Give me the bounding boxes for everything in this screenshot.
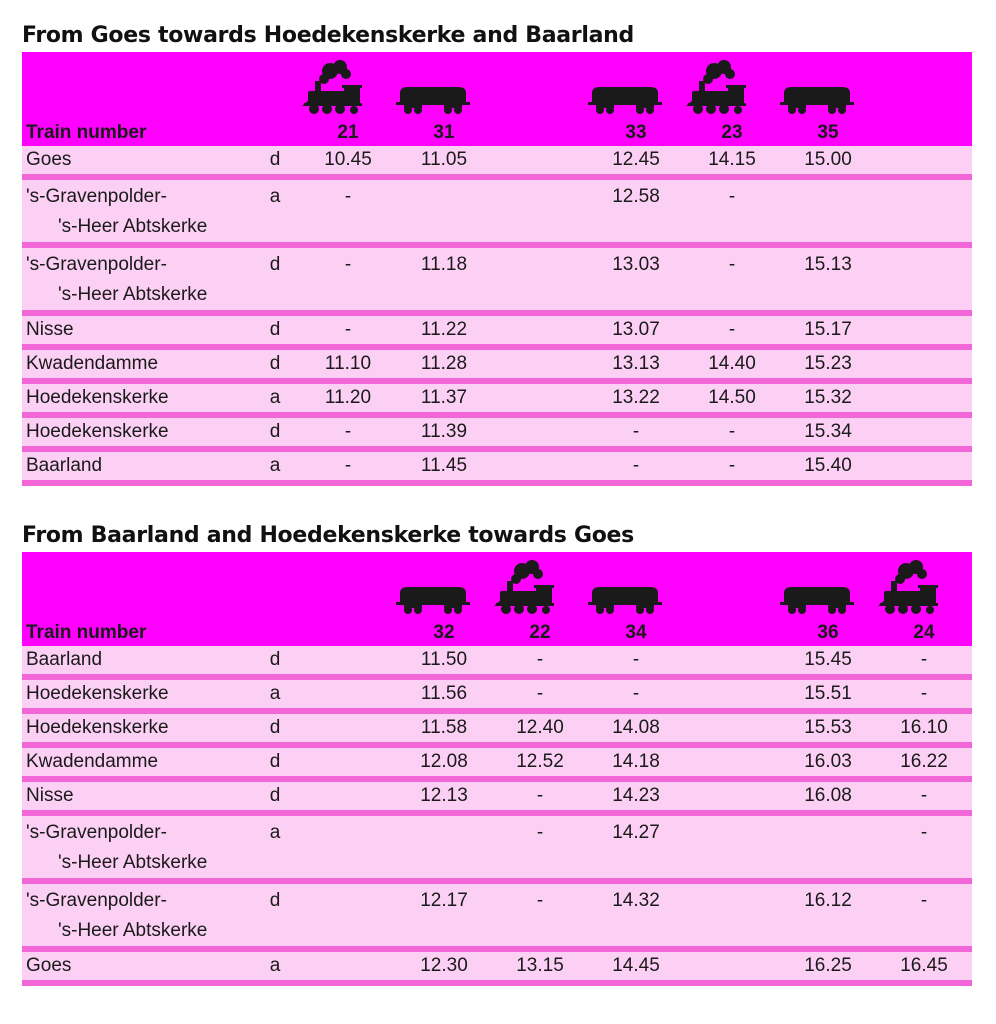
time-cell: 15.32	[780, 381, 876, 415]
time-cell: 14.18	[588, 745, 684, 779]
arrival-departure-cell: a	[250, 381, 300, 415]
header-row	[22, 52, 972, 146]
time-cell: -	[684, 449, 780, 483]
station-name-continued: 's-Heer Abtskerke	[58, 920, 208, 941]
station-cell	[22, 381, 250, 415]
time-cell: 12.17	[396, 881, 492, 949]
train-column-header	[588, 52, 684, 146]
station-name: Hoedekenskerke	[26, 683, 169, 704]
arrival-departure-cell: d	[250, 146, 300, 177]
time-cell	[780, 177, 876, 245]
time-cell: 15.13	[780, 245, 876, 313]
time-cell	[876, 381, 972, 415]
steam-locomotive-icon	[300, 59, 396, 120]
time-cell: 14.32	[588, 881, 684, 949]
table-row	[22, 381, 972, 415]
steam-locomotive-icon	[492, 559, 588, 620]
table-row	[22, 745, 972, 779]
train-column-header	[588, 552, 684, 646]
time-cell	[492, 146, 588, 177]
time-cell: 14.08	[588, 711, 684, 745]
time-cell: 14.50	[684, 381, 780, 415]
station-name-continued: 's-Heer Abtskerke	[58, 216, 208, 237]
timetable	[22, 52, 972, 486]
train-column-header	[300, 52, 396, 146]
station-name: Hoedekenskerke	[26, 387, 169, 408]
time-cell	[876, 415, 972, 449]
time-cell	[300, 779, 396, 813]
time-cell: -	[876, 881, 972, 949]
time-cell: 15.17	[780, 313, 876, 347]
station-cell	[22, 313, 250, 347]
station-name: Baarland	[26, 649, 103, 670]
station-name: 's-Gravenpolder-	[26, 822, 167, 843]
time-cell	[396, 813, 492, 881]
time-cell: -	[492, 881, 588, 949]
time-cell: 12.40	[492, 711, 588, 745]
header-spacer	[250, 552, 300, 646]
train-number: 31	[433, 122, 455, 143]
arrival-departure-cell: d	[250, 415, 300, 449]
arrival-departure-cell: d	[250, 745, 300, 779]
time-cell: -	[684, 177, 780, 245]
table-row	[22, 646, 972, 677]
train-number: 34	[625, 622, 647, 643]
time-cell: -	[300, 177, 396, 245]
station-name: Kwadendamme	[26, 751, 159, 772]
station-name: Goes	[26, 955, 72, 976]
train-column-header	[876, 552, 972, 646]
time-cell: 11.37	[396, 381, 492, 415]
time-cell: -	[876, 677, 972, 711]
time-cell: 15.23	[780, 347, 876, 381]
train-column-header	[684, 552, 780, 646]
station-name: 's-Gravenpolder-	[26, 890, 167, 911]
time-cell: -	[684, 415, 780, 449]
table-row	[22, 813, 972, 881]
station-name: 's-Gravenpolder-	[26, 254, 167, 275]
time-cell	[492, 177, 588, 245]
time-cell: -	[300, 415, 396, 449]
time-cell	[492, 245, 588, 313]
station-cell	[22, 347, 250, 381]
table-row	[22, 146, 972, 177]
time-cell: 10.45	[300, 146, 396, 177]
time-cell: 11.39	[396, 415, 492, 449]
time-cell: 16.10	[876, 711, 972, 745]
time-cell: 16.45	[876, 949, 972, 983]
table-row	[22, 177, 972, 245]
time-cell	[684, 881, 780, 949]
time-cell	[492, 381, 588, 415]
time-cell: -	[588, 646, 684, 677]
time-cell	[684, 949, 780, 983]
timetable-section-1	[22, 20, 970, 486]
time-cell: 16.22	[876, 745, 972, 779]
table-row	[22, 779, 972, 813]
time-cell	[876, 347, 972, 381]
time-cell: 11.10	[300, 347, 396, 381]
time-cell: 16.08	[780, 779, 876, 813]
station-name: Nisse	[26, 785, 74, 806]
time-cell: 12.30	[396, 949, 492, 983]
time-cell: 15.34	[780, 415, 876, 449]
train-number: 36	[817, 622, 839, 643]
arrival-departure-cell: d	[250, 245, 300, 313]
station-cell	[22, 177, 250, 245]
time-cell: 13.07	[588, 313, 684, 347]
arrival-departure-cell: d	[250, 881, 300, 949]
train-column-header	[684, 52, 780, 146]
steam-locomotive-icon	[876, 559, 972, 620]
time-cell: -	[492, 646, 588, 677]
time-cell: 11.45	[396, 449, 492, 483]
time-cell	[300, 881, 396, 949]
station-cell	[22, 449, 250, 483]
time-cell: -	[300, 245, 396, 313]
time-cell: -	[876, 779, 972, 813]
railcar-icon	[780, 583, 876, 620]
train-number: 35	[817, 122, 839, 143]
train-number: 33	[625, 122, 647, 143]
section-title: From Goes towards Hoedekenskerke and Baarland	[22, 23, 634, 48]
station-cell	[22, 646, 250, 677]
station-name: Goes	[26, 149, 72, 170]
time-cell	[492, 415, 588, 449]
time-cell	[300, 711, 396, 745]
section-title: From Baarland and Hoedekenskerke towards Goes	[22, 523, 634, 548]
time-cell	[876, 245, 972, 313]
table-row	[22, 245, 972, 313]
time-cell	[780, 813, 876, 881]
time-cell	[684, 677, 780, 711]
time-cell: 11.20	[300, 381, 396, 415]
station-name: 's-Gravenpolder-	[26, 186, 167, 207]
train-number: 21	[337, 122, 359, 143]
header-label-cell	[22, 52, 250, 146]
station-cell	[22, 779, 250, 813]
time-cell	[876, 449, 972, 483]
time-cell: 14.15	[684, 146, 780, 177]
time-cell: -	[492, 813, 588, 881]
time-cell: 15.45	[780, 646, 876, 677]
time-cell	[492, 347, 588, 381]
table-row	[22, 949, 972, 983]
time-cell	[876, 177, 972, 245]
train-number: 22	[529, 622, 551, 643]
station-name: Nisse	[26, 319, 74, 340]
time-cell	[492, 313, 588, 347]
arrival-departure-cell: a	[250, 449, 300, 483]
time-cell: 11.28	[396, 347, 492, 381]
time-cell: -	[300, 313, 396, 347]
time-cell: 12.13	[396, 779, 492, 813]
time-cell: 11.56	[396, 677, 492, 711]
station-name: Kwadendamme	[26, 353, 159, 374]
arrival-departure-cell: d	[250, 347, 300, 381]
time-cell: -	[876, 646, 972, 677]
table-row	[22, 313, 972, 347]
time-cell: 11.22	[396, 313, 492, 347]
time-cell: 14.23	[588, 779, 684, 813]
time-cell: -	[588, 449, 684, 483]
train-number: 23	[721, 122, 743, 143]
time-cell: 11.58	[396, 711, 492, 745]
time-cell: 15.40	[780, 449, 876, 483]
time-cell	[300, 646, 396, 677]
time-cell: 15.53	[780, 711, 876, 745]
station-cell	[22, 245, 250, 313]
arrival-departure-cell: a	[250, 813, 300, 881]
time-cell: -	[684, 313, 780, 347]
time-cell: 12.52	[492, 745, 588, 779]
time-cell	[684, 711, 780, 745]
time-cell: 15.51	[780, 677, 876, 711]
station-cell	[22, 881, 250, 949]
station-cell	[22, 745, 250, 779]
station-name-continued: 's-Heer Abtskerke	[58, 852, 208, 873]
time-cell: 16.03	[780, 745, 876, 779]
station-cell	[22, 949, 250, 983]
table-row	[22, 881, 972, 949]
time-cell: -	[588, 415, 684, 449]
time-cell: -	[492, 677, 588, 711]
station-name: Hoedekenskerke	[26, 421, 169, 442]
time-cell: 12.45	[588, 146, 684, 177]
table-row	[22, 347, 972, 381]
time-cell: 14.40	[684, 347, 780, 381]
time-cell	[300, 813, 396, 881]
railcar-icon	[396, 583, 492, 620]
railcar-icon	[396, 83, 492, 120]
table-row	[22, 449, 972, 483]
arrival-departure-cell: d	[250, 779, 300, 813]
time-cell: 13.22	[588, 381, 684, 415]
time-cell	[876, 146, 972, 177]
station-cell	[22, 711, 250, 745]
timetable	[22, 552, 972, 986]
time-cell: 12.08	[396, 745, 492, 779]
arrival-departure-cell: a	[250, 677, 300, 711]
time-cell	[684, 779, 780, 813]
train-number: 24	[913, 622, 935, 643]
arrival-departure-cell: d	[250, 313, 300, 347]
arrival-departure-cell: d	[250, 711, 300, 745]
time-cell: -	[684, 245, 780, 313]
steam-locomotive-icon	[684, 59, 780, 120]
time-cell: -	[588, 677, 684, 711]
time-cell	[300, 677, 396, 711]
arrival-departure-cell: a	[250, 949, 300, 983]
train-column-header	[396, 52, 492, 146]
time-cell	[684, 813, 780, 881]
railcar-icon	[780, 83, 876, 120]
station-cell	[22, 146, 250, 177]
time-cell: -	[300, 449, 396, 483]
table-row	[22, 415, 972, 449]
train-number-label: Train number	[26, 622, 147, 643]
header-row	[22, 552, 972, 646]
time-cell: 11.18	[396, 245, 492, 313]
train-column-header	[780, 52, 876, 146]
train-column-header	[492, 552, 588, 646]
time-cell: 14.45	[588, 949, 684, 983]
time-cell: -	[492, 779, 588, 813]
station-cell	[22, 415, 250, 449]
time-cell: 14.27	[588, 813, 684, 881]
time-cell: 11.05	[396, 146, 492, 177]
time-cell	[300, 949, 396, 983]
train-number-label: Train number	[26, 122, 147, 143]
train-column-header	[780, 552, 876, 646]
time-cell	[876, 313, 972, 347]
train-column-header	[492, 52, 588, 146]
timetable-section-2	[22, 520, 970, 986]
time-cell	[492, 449, 588, 483]
time-cell: 13.15	[492, 949, 588, 983]
time-cell: -	[876, 813, 972, 881]
time-cell	[396, 177, 492, 245]
station-name: Hoedekenskerke	[26, 717, 169, 738]
time-cell	[300, 745, 396, 779]
header-label-cell	[22, 552, 250, 646]
train-column-header	[300, 552, 396, 646]
station-name-continued: 's-Heer Abtskerke	[58, 284, 208, 305]
train-column-header	[396, 552, 492, 646]
time-cell: 16.25	[780, 949, 876, 983]
station-cell	[22, 677, 250, 711]
railcar-icon	[588, 83, 684, 120]
railcar-icon	[588, 583, 684, 620]
train-column-header	[876, 52, 972, 146]
time-cell	[684, 745, 780, 779]
table-row	[22, 711, 972, 745]
time-cell: 15.00	[780, 146, 876, 177]
time-cell: 13.13	[588, 347, 684, 381]
time-cell: 13.03	[588, 245, 684, 313]
arrival-departure-cell: a	[250, 177, 300, 245]
table-row	[22, 677, 972, 711]
time-cell: 16.12	[780, 881, 876, 949]
train-number: 32	[433, 622, 455, 643]
station-cell	[22, 813, 250, 881]
station-name: Baarland	[26, 455, 103, 476]
time-cell: 11.50	[396, 646, 492, 677]
header-spacer	[250, 52, 300, 146]
time-cell: 12.58	[588, 177, 684, 245]
time-cell	[684, 646, 780, 677]
arrival-departure-cell: d	[250, 646, 300, 677]
